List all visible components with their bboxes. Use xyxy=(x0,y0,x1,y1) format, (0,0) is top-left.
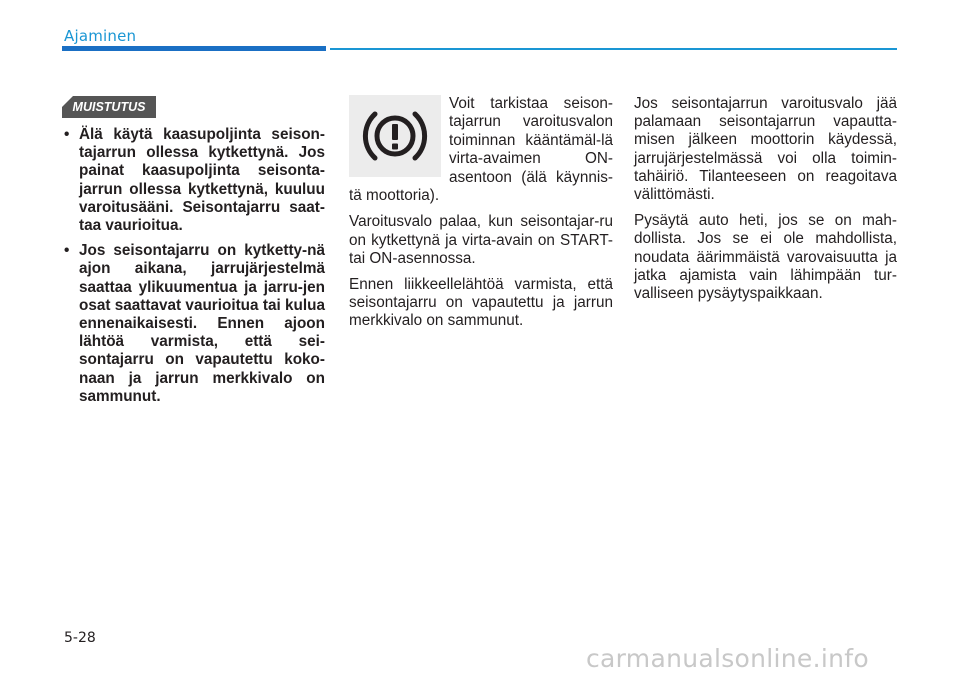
body-paragraph: Varoitusvalo palaa, kun seisontajar-ru on kytkettynä ja virta-avain on START- tai ON-asennossa. xyxy=(349,213,613,267)
header-rule-thick xyxy=(62,46,326,51)
intro-paragraph: Voit tarkistaa seison-tajarrun varoitusvalon toiminnan kääntämäl-lä virta-avaimen ON-asentoon (älä käynnis-tä moottoria). xyxy=(349,95,613,205)
body-paragraph: Pysäytä auto heti, jos se on mah-dollista. Jos se ei ole mahdollista, noudata äärimmäistä varovaisuutta ja jatka ajamista vain lähimpään tur-valliseen pysäytyspaikkaan. xyxy=(634,212,897,303)
brake-warning-icon-box xyxy=(349,95,441,177)
note-badge xyxy=(62,96,156,118)
note-column xyxy=(63,126,325,413)
right-column xyxy=(634,95,897,311)
note-badge-label: MUISTUTUS xyxy=(72,100,146,114)
middle-column xyxy=(349,95,613,339)
note-bullet-list xyxy=(63,126,325,406)
note-bullet-item: • Jos seisontajarru on kytketty-nä ajon aikana, jarrujärjestelmä saattaa ylikuumentua ja jarru-jen osat saattavat vaurioitua tai kulua ennenaikaisesti. Ennen ajoon lähtöä varmista, että sei-sontajarru on vapautettu koko-naan ja jarrun merkkivalo on sammunut. xyxy=(63,242,325,406)
page-number: 5-28 xyxy=(64,630,96,646)
body-paragraph: Jos seisontajarrun varoitusvalo jää palamaan seisontajarrun vapautta-misen jälkeen moottorin käydessä, jarrujärjestelmässä voi olla toimin-tahäiriö. Tilanteeseen on reagoitava välittömästi. xyxy=(634,95,897,204)
body-paragraph: Ennen liikkeellelähtöä varmista, että seisontajarru on vapautettu ja jarrun merkkivalo on sammunut. xyxy=(349,276,613,330)
watermark: carmanualsonline.info xyxy=(586,644,869,673)
section-title: Ajaminen xyxy=(64,27,137,45)
header-rule-thin xyxy=(330,48,897,50)
brake-warning-icon xyxy=(360,105,430,167)
note-bullet-item: • Älä käytä kaasupoljinta seison-tajarrun ollessa kytkettynä. Jos painat kaasupoljinta seisonta-jarrun ollessa kytkettynä, kuuluu varoitusääni. Seisontajarru saat-taa vaurioitua. xyxy=(63,126,325,235)
